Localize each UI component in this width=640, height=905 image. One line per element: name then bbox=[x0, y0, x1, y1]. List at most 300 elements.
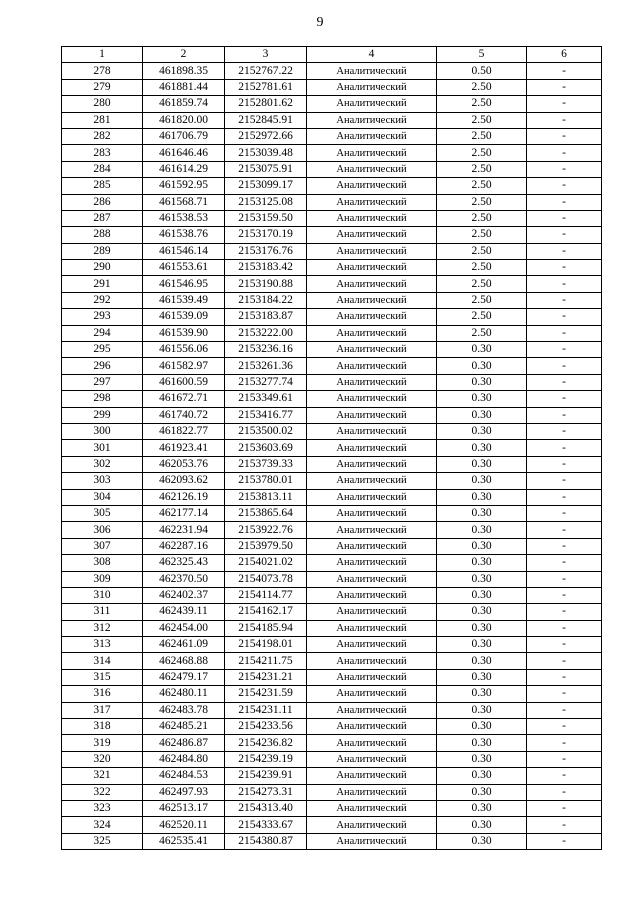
point-number-cell: 318 bbox=[62, 719, 143, 735]
x-coordinate-cell: 462484.53 bbox=[143, 768, 225, 784]
note-cell: - bbox=[527, 587, 602, 603]
point-number-cell: 319 bbox=[62, 735, 143, 751]
table-row bbox=[62, 243, 602, 259]
x-coordinate-cell: 461568.71 bbox=[143, 194, 225, 210]
x-coordinate-cell: 461546.14 bbox=[143, 243, 225, 259]
y-coordinate-cell: 2154073.78 bbox=[225, 571, 307, 587]
point-number-cell: 306 bbox=[62, 522, 143, 538]
point-number-cell: 321 bbox=[62, 768, 143, 784]
column-header-1: 1 bbox=[62, 47, 143, 63]
column-header-6: 6 bbox=[527, 47, 602, 63]
y-coordinate-cell: 2153125.08 bbox=[225, 194, 307, 210]
note-cell: - bbox=[527, 276, 602, 292]
method-cell: Аналитический bbox=[307, 325, 437, 341]
note-cell: - bbox=[527, 817, 602, 833]
point-number-cell: 314 bbox=[62, 653, 143, 669]
method-cell: Аналитический bbox=[307, 653, 437, 669]
note-cell: - bbox=[527, 735, 602, 751]
table-row bbox=[62, 325, 602, 341]
accuracy-cell: 0.30 bbox=[437, 800, 527, 816]
accuracy-cell: 0.30 bbox=[437, 522, 527, 538]
y-coordinate-cell: 2153170.19 bbox=[225, 227, 307, 243]
y-coordinate-cell: 2153780.01 bbox=[225, 473, 307, 489]
y-coordinate-cell: 2153222.00 bbox=[225, 325, 307, 341]
x-coordinate-cell: 461859.74 bbox=[143, 96, 225, 112]
table-row bbox=[62, 800, 602, 816]
point-number-cell: 322 bbox=[62, 784, 143, 800]
y-coordinate-cell: 2154231.59 bbox=[225, 686, 307, 702]
method-cell: Аналитический bbox=[307, 538, 437, 554]
table-row bbox=[62, 538, 602, 554]
x-coordinate-cell: 462485.21 bbox=[143, 719, 225, 735]
method-cell: Аналитический bbox=[307, 768, 437, 784]
note-cell: - bbox=[527, 637, 602, 653]
method-cell: Аналитический bbox=[307, 702, 437, 718]
note-cell: - bbox=[527, 571, 602, 587]
x-coordinate-cell: 462177.14 bbox=[143, 505, 225, 521]
point-number-cell: 298 bbox=[62, 391, 143, 407]
column-header-2: 2 bbox=[143, 47, 225, 63]
y-coordinate-cell: 2153865.64 bbox=[225, 505, 307, 521]
accuracy-cell: 0.30 bbox=[437, 751, 527, 767]
note-cell: - bbox=[527, 194, 602, 210]
note-cell: - bbox=[527, 669, 602, 685]
accuracy-cell: 0.30 bbox=[437, 669, 527, 685]
x-coordinate-cell: 462454.00 bbox=[143, 620, 225, 636]
note-cell: - bbox=[527, 751, 602, 767]
accuracy-cell: 0.50 bbox=[437, 63, 527, 79]
x-coordinate-cell: 462486.87 bbox=[143, 735, 225, 751]
note-cell: - bbox=[527, 833, 602, 849]
y-coordinate-cell: 2153184.22 bbox=[225, 292, 307, 308]
method-cell: Аналитический bbox=[307, 260, 437, 276]
table-row bbox=[62, 161, 602, 177]
table-row bbox=[62, 63, 602, 79]
point-number-cell: 303 bbox=[62, 473, 143, 489]
x-coordinate-cell: 462325.43 bbox=[143, 555, 225, 571]
method-cell: Аналитический bbox=[307, 719, 437, 735]
table-row bbox=[62, 128, 602, 144]
y-coordinate-cell: 2154313.40 bbox=[225, 800, 307, 816]
table-row bbox=[62, 276, 602, 292]
accuracy-cell: 0.30 bbox=[437, 604, 527, 620]
table-row bbox=[62, 194, 602, 210]
accuracy-cell: 0.30 bbox=[437, 637, 527, 653]
point-number-cell: 299 bbox=[62, 407, 143, 423]
accuracy-cell: 0.30 bbox=[437, 735, 527, 751]
y-coordinate-cell: 2154236.82 bbox=[225, 735, 307, 751]
method-cell: Аналитический bbox=[307, 407, 437, 423]
y-coordinate-cell: 2152767.22 bbox=[225, 63, 307, 79]
method-cell: Аналитический bbox=[307, 817, 437, 833]
method-cell: Аналитический bbox=[307, 79, 437, 95]
y-coordinate-cell: 2153603.69 bbox=[225, 440, 307, 456]
table-row bbox=[62, 260, 602, 276]
note-cell: - bbox=[527, 784, 602, 800]
note-cell: - bbox=[527, 768, 602, 784]
point-number-cell: 290 bbox=[62, 260, 143, 276]
x-coordinate-cell: 461740.72 bbox=[143, 407, 225, 423]
point-number-cell: 295 bbox=[62, 342, 143, 358]
x-coordinate-cell: 461556.06 bbox=[143, 342, 225, 358]
x-coordinate-cell: 462053.76 bbox=[143, 456, 225, 472]
accuracy-cell: 0.30 bbox=[437, 571, 527, 587]
y-coordinate-cell: 2153979.50 bbox=[225, 538, 307, 554]
x-coordinate-cell: 461614.29 bbox=[143, 161, 225, 177]
x-coordinate-cell: 461923.41 bbox=[143, 440, 225, 456]
table-row bbox=[62, 112, 602, 128]
method-cell: Аналитический bbox=[307, 342, 437, 358]
accuracy-cell: 0.30 bbox=[437, 538, 527, 554]
y-coordinate-cell: 2153500.02 bbox=[225, 423, 307, 439]
note-cell: - bbox=[527, 309, 602, 325]
table-row bbox=[62, 309, 602, 325]
point-number-cell: 280 bbox=[62, 96, 143, 112]
note-cell: - bbox=[527, 456, 602, 472]
y-coordinate-cell: 2154333.67 bbox=[225, 817, 307, 833]
method-cell: Аналитический bbox=[307, 784, 437, 800]
method-cell: Аналитический bbox=[307, 440, 437, 456]
point-number-cell: 301 bbox=[62, 440, 143, 456]
method-cell: Аналитический bbox=[307, 637, 437, 653]
x-coordinate-cell: 462370.50 bbox=[143, 571, 225, 587]
note-cell: - bbox=[527, 374, 602, 390]
y-coordinate-cell: 2154380.87 bbox=[225, 833, 307, 849]
accuracy-cell: 0.30 bbox=[437, 587, 527, 603]
point-number-cell: 304 bbox=[62, 489, 143, 505]
y-coordinate-cell: 2154239.91 bbox=[225, 768, 307, 784]
note-cell: - bbox=[527, 112, 602, 128]
y-coordinate-cell: 2153176.76 bbox=[225, 243, 307, 259]
method-cell: Аналитический bbox=[307, 587, 437, 603]
method-cell: Аналитический bbox=[307, 571, 437, 587]
note-cell: - bbox=[527, 391, 602, 407]
accuracy-cell: 0.30 bbox=[437, 374, 527, 390]
table-header-row bbox=[62, 47, 602, 63]
method-cell: Аналитический bbox=[307, 456, 437, 472]
table-row bbox=[62, 178, 602, 194]
table-row bbox=[62, 456, 602, 472]
method-cell: Аналитический bbox=[307, 473, 437, 489]
accuracy-cell: 2.50 bbox=[437, 292, 527, 308]
x-coordinate-cell: 462479.17 bbox=[143, 669, 225, 685]
method-cell: Аналитический bbox=[307, 391, 437, 407]
accuracy-cell: 0.30 bbox=[437, 489, 527, 505]
point-number-cell: 282 bbox=[62, 128, 143, 144]
method-cell: Аналитический bbox=[307, 604, 437, 620]
accuracy-cell: 2.50 bbox=[437, 309, 527, 325]
y-coordinate-cell: 2153039.48 bbox=[225, 145, 307, 161]
accuracy-cell: 2.50 bbox=[437, 161, 527, 177]
method-cell: Аналитический bbox=[307, 686, 437, 702]
accuracy-cell: 0.30 bbox=[437, 391, 527, 407]
method-cell: Аналитический bbox=[307, 374, 437, 390]
x-coordinate-cell: 462439.11 bbox=[143, 604, 225, 620]
point-number-cell: 278 bbox=[62, 63, 143, 79]
note-cell: - bbox=[527, 555, 602, 571]
table-row bbox=[62, 391, 602, 407]
y-coordinate-cell: 2153075.91 bbox=[225, 161, 307, 177]
x-coordinate-cell: 462461.09 bbox=[143, 637, 225, 653]
table-row bbox=[62, 342, 602, 358]
point-number-cell: 287 bbox=[62, 210, 143, 226]
point-number-cell: 286 bbox=[62, 194, 143, 210]
accuracy-cell: 2.50 bbox=[437, 112, 527, 128]
coordinates-table bbox=[61, 46, 602, 850]
point-number-cell: 279 bbox=[62, 79, 143, 95]
note-cell: - bbox=[527, 128, 602, 144]
method-cell: Аналитический bbox=[307, 505, 437, 521]
table-row bbox=[62, 505, 602, 521]
table-row bbox=[62, 768, 602, 784]
accuracy-cell: 2.50 bbox=[437, 227, 527, 243]
table-row bbox=[62, 833, 602, 849]
table-row bbox=[62, 96, 602, 112]
table-row bbox=[62, 653, 602, 669]
x-coordinate-cell: 461582.97 bbox=[143, 358, 225, 374]
note-cell: - bbox=[527, 473, 602, 489]
method-cell: Аналитический bbox=[307, 63, 437, 79]
accuracy-cell: 0.30 bbox=[437, 653, 527, 669]
point-number-cell: 323 bbox=[62, 800, 143, 816]
accuracy-cell: 0.30 bbox=[437, 473, 527, 489]
accuracy-cell: 0.30 bbox=[437, 817, 527, 833]
y-coordinate-cell: 2154162.17 bbox=[225, 604, 307, 620]
x-coordinate-cell: 461553.61 bbox=[143, 260, 225, 276]
table-row bbox=[62, 702, 602, 718]
accuracy-cell: 0.30 bbox=[437, 358, 527, 374]
point-number-cell: 296 bbox=[62, 358, 143, 374]
y-coordinate-cell: 2154211.75 bbox=[225, 653, 307, 669]
point-number-cell: 289 bbox=[62, 243, 143, 259]
method-cell: Аналитический bbox=[307, 145, 437, 161]
note-cell: - bbox=[527, 522, 602, 538]
table-body bbox=[62, 63, 602, 850]
table-row bbox=[62, 440, 602, 456]
x-coordinate-cell: 461646.46 bbox=[143, 145, 225, 161]
point-number-cell: 317 bbox=[62, 702, 143, 718]
x-coordinate-cell: 462480.11 bbox=[143, 686, 225, 702]
point-number-cell: 325 bbox=[62, 833, 143, 849]
accuracy-cell: 2.50 bbox=[437, 194, 527, 210]
method-cell: Аналитический bbox=[307, 161, 437, 177]
point-number-cell: 284 bbox=[62, 161, 143, 177]
table-row bbox=[62, 620, 602, 636]
method-cell: Аналитический bbox=[307, 358, 437, 374]
table-row bbox=[62, 79, 602, 95]
method-cell: Аналитический bbox=[307, 227, 437, 243]
y-coordinate-cell: 2152972.66 bbox=[225, 128, 307, 144]
table-row bbox=[62, 604, 602, 620]
x-coordinate-cell: 461538.76 bbox=[143, 227, 225, 243]
note-cell: - bbox=[527, 604, 602, 620]
x-coordinate-cell: 462513.17 bbox=[143, 800, 225, 816]
accuracy-cell: 2.50 bbox=[437, 178, 527, 194]
x-coordinate-cell: 461539.09 bbox=[143, 309, 225, 325]
accuracy-cell: 0.30 bbox=[437, 719, 527, 735]
y-coordinate-cell: 2154233.56 bbox=[225, 719, 307, 735]
point-number-cell: 297 bbox=[62, 374, 143, 390]
y-coordinate-cell: 2153183.87 bbox=[225, 309, 307, 325]
method-cell: Аналитический bbox=[307, 96, 437, 112]
table-row bbox=[62, 784, 602, 800]
y-coordinate-cell: 2154273.31 bbox=[225, 784, 307, 800]
note-cell: - bbox=[527, 243, 602, 259]
table-row bbox=[62, 751, 602, 767]
note-cell: - bbox=[527, 800, 602, 816]
table-row bbox=[62, 719, 602, 735]
point-number-cell: 292 bbox=[62, 292, 143, 308]
y-coordinate-cell: 2153099.17 bbox=[225, 178, 307, 194]
point-number-cell: 313 bbox=[62, 637, 143, 653]
accuracy-cell: 2.50 bbox=[437, 243, 527, 259]
accuracy-cell: 0.30 bbox=[437, 833, 527, 849]
y-coordinate-cell: 2153349.61 bbox=[225, 391, 307, 407]
method-cell: Аналитический bbox=[307, 833, 437, 849]
y-coordinate-cell: 2153183.42 bbox=[225, 260, 307, 276]
note-cell: - bbox=[527, 342, 602, 358]
point-number-cell: 316 bbox=[62, 686, 143, 702]
accuracy-cell: 2.50 bbox=[437, 260, 527, 276]
x-coordinate-cell: 461546.95 bbox=[143, 276, 225, 292]
x-coordinate-cell: 461672.71 bbox=[143, 391, 225, 407]
method-cell: Аналитический bbox=[307, 194, 437, 210]
note-cell: - bbox=[527, 260, 602, 276]
table-row bbox=[62, 292, 602, 308]
point-number-cell: 310 bbox=[62, 587, 143, 603]
x-coordinate-cell: 461600.59 bbox=[143, 374, 225, 390]
point-number-cell: 309 bbox=[62, 571, 143, 587]
note-cell: - bbox=[527, 227, 602, 243]
y-coordinate-cell: 2154231.11 bbox=[225, 702, 307, 718]
y-coordinate-cell: 2153277.74 bbox=[225, 374, 307, 390]
accuracy-cell: 0.30 bbox=[437, 702, 527, 718]
point-number-cell: 320 bbox=[62, 751, 143, 767]
accuracy-cell: 0.30 bbox=[437, 768, 527, 784]
table-row bbox=[62, 587, 602, 603]
x-coordinate-cell: 461898.35 bbox=[143, 63, 225, 79]
note-cell: - bbox=[527, 210, 602, 226]
note-cell: - bbox=[527, 505, 602, 521]
column-header-5: 5 bbox=[437, 47, 527, 63]
x-coordinate-cell: 462231.94 bbox=[143, 522, 225, 538]
note-cell: - bbox=[527, 423, 602, 439]
x-coordinate-cell: 461820.00 bbox=[143, 112, 225, 128]
method-cell: Аналитический bbox=[307, 800, 437, 816]
method-cell: Аналитический bbox=[307, 669, 437, 685]
method-cell: Аналитический bbox=[307, 735, 437, 751]
y-coordinate-cell: 2153813.11 bbox=[225, 489, 307, 505]
y-coordinate-cell: 2153159.50 bbox=[225, 210, 307, 226]
note-cell: - bbox=[527, 489, 602, 505]
method-cell: Аналитический bbox=[307, 423, 437, 439]
y-coordinate-cell: 2153190.88 bbox=[225, 276, 307, 292]
note-cell: - bbox=[527, 96, 602, 112]
note-cell: - bbox=[527, 620, 602, 636]
note-cell: - bbox=[527, 145, 602, 161]
point-number-cell: 294 bbox=[62, 325, 143, 341]
method-cell: Аналитический bbox=[307, 178, 437, 194]
x-coordinate-cell: 462126.19 bbox=[143, 489, 225, 505]
y-coordinate-cell: 2153922.76 bbox=[225, 522, 307, 538]
table-row bbox=[62, 374, 602, 390]
table-row bbox=[62, 817, 602, 833]
x-coordinate-cell: 461539.90 bbox=[143, 325, 225, 341]
note-cell: - bbox=[527, 407, 602, 423]
table-row bbox=[62, 686, 602, 702]
point-number-cell: 302 bbox=[62, 456, 143, 472]
column-header-4: 4 bbox=[307, 47, 437, 63]
table-row bbox=[62, 473, 602, 489]
point-number-cell: 288 bbox=[62, 227, 143, 243]
accuracy-cell: 2.50 bbox=[437, 325, 527, 341]
accuracy-cell: 2.50 bbox=[437, 210, 527, 226]
y-coordinate-cell: 2153739.33 bbox=[225, 456, 307, 472]
x-coordinate-cell: 461538.53 bbox=[143, 210, 225, 226]
note-cell: - bbox=[527, 292, 602, 308]
accuracy-cell: 0.30 bbox=[437, 555, 527, 571]
method-cell: Аналитический bbox=[307, 128, 437, 144]
note-cell: - bbox=[527, 79, 602, 95]
accuracy-cell: 0.30 bbox=[437, 686, 527, 702]
x-coordinate-cell: 462287.16 bbox=[143, 538, 225, 554]
accuracy-cell: 0.30 bbox=[437, 440, 527, 456]
note-cell: - bbox=[527, 63, 602, 79]
x-coordinate-cell: 461539.49 bbox=[143, 292, 225, 308]
note-cell: - bbox=[527, 702, 602, 718]
accuracy-cell: 0.30 bbox=[437, 456, 527, 472]
point-number-cell: 324 bbox=[62, 817, 143, 833]
method-cell: Аналитический bbox=[307, 489, 437, 505]
table-row bbox=[62, 423, 602, 439]
point-number-cell: 285 bbox=[62, 178, 143, 194]
accuracy-cell: 0.30 bbox=[437, 407, 527, 423]
note-cell: - bbox=[527, 325, 602, 341]
page-number: 9 bbox=[316, 15, 324, 30]
accuracy-cell: 2.50 bbox=[437, 79, 527, 95]
point-number-cell: 308 bbox=[62, 555, 143, 571]
note-cell: - bbox=[527, 178, 602, 194]
accuracy-cell: 2.50 bbox=[437, 145, 527, 161]
table-row bbox=[62, 735, 602, 751]
note-cell: - bbox=[527, 686, 602, 702]
table-row bbox=[62, 227, 602, 243]
method-cell: Аналитический bbox=[307, 555, 437, 571]
x-coordinate-cell: 461706.79 bbox=[143, 128, 225, 144]
y-coordinate-cell: 2152781.61 bbox=[225, 79, 307, 95]
y-coordinate-cell: 2154231.21 bbox=[225, 669, 307, 685]
note-cell: - bbox=[527, 440, 602, 456]
y-coordinate-cell: 2153236.16 bbox=[225, 342, 307, 358]
accuracy-cell: 2.50 bbox=[437, 276, 527, 292]
table-row bbox=[62, 555, 602, 571]
table-row bbox=[62, 571, 602, 587]
accuracy-cell: 2.50 bbox=[437, 128, 527, 144]
y-coordinate-cell: 2154185.94 bbox=[225, 620, 307, 636]
column-header-3: 3 bbox=[225, 47, 307, 63]
x-coordinate-cell: 462483.78 bbox=[143, 702, 225, 718]
y-coordinate-cell: 2152801.62 bbox=[225, 96, 307, 112]
table-row bbox=[62, 145, 602, 161]
method-cell: Аналитический bbox=[307, 210, 437, 226]
point-number-cell: 300 bbox=[62, 423, 143, 439]
y-coordinate-cell: 2154114.77 bbox=[225, 587, 307, 603]
x-coordinate-cell: 461881.44 bbox=[143, 79, 225, 95]
method-cell: Аналитический bbox=[307, 751, 437, 767]
table-row bbox=[62, 407, 602, 423]
x-coordinate-cell: 461822.77 bbox=[143, 423, 225, 439]
accuracy-cell: 0.30 bbox=[437, 620, 527, 636]
